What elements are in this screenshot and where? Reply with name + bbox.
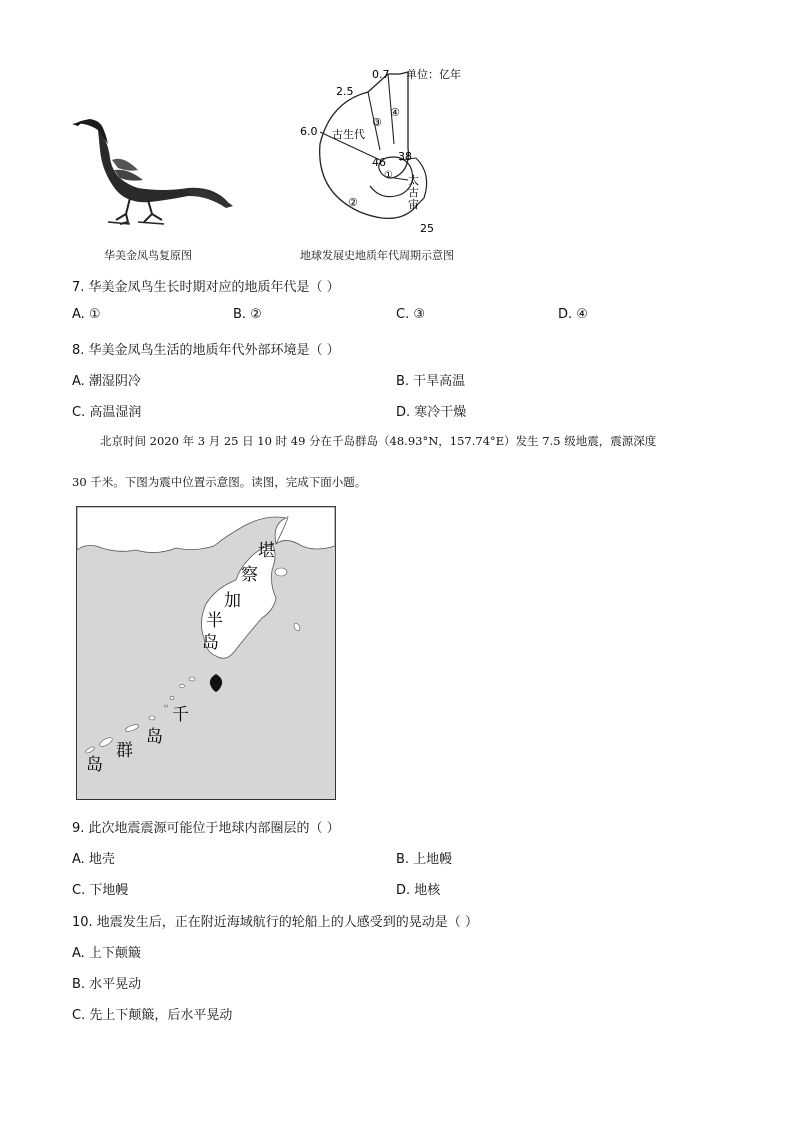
q8-stem: 8. 华美金凤鸟生活的地质年代外部环境是（ ） [72,343,340,358]
label-38: 38 [398,150,412,163]
passage-line-2: 30 千米。下图为震中位置示意图。读图，完成下面小题。 [72,475,367,489]
label-gu: 古 [408,186,419,199]
q10-option-a[interactable]: A. 上下颠簸 [72,946,141,961]
q7-option-b[interactable]: B. ② [233,307,262,322]
q8-option-d[interactable]: D. 寒冷干燥 [396,405,467,420]
q8-option-a[interactable]: A. 潮湿阴冷 [72,374,141,389]
label-c3: ③ [372,116,382,129]
label-25: 25 [420,222,434,235]
q7-option-a[interactable]: A. ① [72,307,101,322]
q10-stem: 10. 地震发生后，正在附近海域航行的轮船上的人感受到的晃动是（ ） [72,915,478,930]
q10-option-b[interactable]: B. 水平晃动 [72,977,142,992]
q10-option-c[interactable]: C. 先上下颠簸，后水平晃动 [72,1008,233,1023]
map-label-dao3: 岛 [86,755,103,775]
spiral-caption: 地球发展史地质年代周期示意图 [300,249,454,262]
map-label-qian: 千 [172,705,189,725]
unit-label: 单位：亿年 [406,68,461,81]
bird-caption: 华美金凤鸟复原图 [104,249,192,262]
q9-stem: 9. 此次地震震源可能位于地球内部圈层的（ ） [72,821,340,836]
q7-stem: 7. 华美金凤鸟生长时期对应的地质年代是（ ） [72,280,340,295]
q9-option-d[interactable]: D. 地核 [396,883,441,898]
bird-figure [68,110,238,235]
map-label-cha: 察 [241,565,258,585]
geologic-spiral-diagram [290,62,490,242]
map-label-ban: 半 [206,611,223,631]
label-0-7: 0.7 [372,68,390,81]
label-c2: ② [348,196,358,209]
q7-option-d[interactable]: D. ④ [558,307,588,322]
label-paleozoic: 古生代 [332,128,365,141]
bird-illustration-icon [68,110,238,235]
map-label-jia: 加 [224,591,241,611]
q8-option-b[interactable]: B. 干旱高温 [396,374,466,389]
label-c1: ① [384,170,393,181]
map-label-qun: 群 [116,741,133,761]
q8-option-c[interactable]: C. 高温湿润 [72,405,142,420]
label-46: 46 [372,156,386,169]
q9-option-b[interactable]: B. 上地幔 [396,852,453,867]
passage-line-1: 北京时间 2020 年 3 月 25 日 10 时 49 分在千岛群岛（48.93°N，157.74°E）发生 7.5 级地震，震源深度 [100,434,657,448]
label-2-5: 2.5 [336,85,354,98]
label-tai: 太 [408,174,419,187]
label-6-0: 6.0 [300,125,318,138]
q9-option-a[interactable]: A. 地壳 [72,852,115,867]
label-zhou: 宙 [408,198,419,211]
label-c4: ④ [390,106,400,119]
map-label-dao1: 岛 [202,633,219,653]
epicenter-map [76,506,336,800]
q7-option-c[interactable]: C. ③ [396,307,425,322]
map-label-kan: 堪 [258,541,275,561]
q9-option-c[interactable]: C. 下地幔 [72,883,129,898]
map-label-dao2: 岛 [146,727,163,747]
